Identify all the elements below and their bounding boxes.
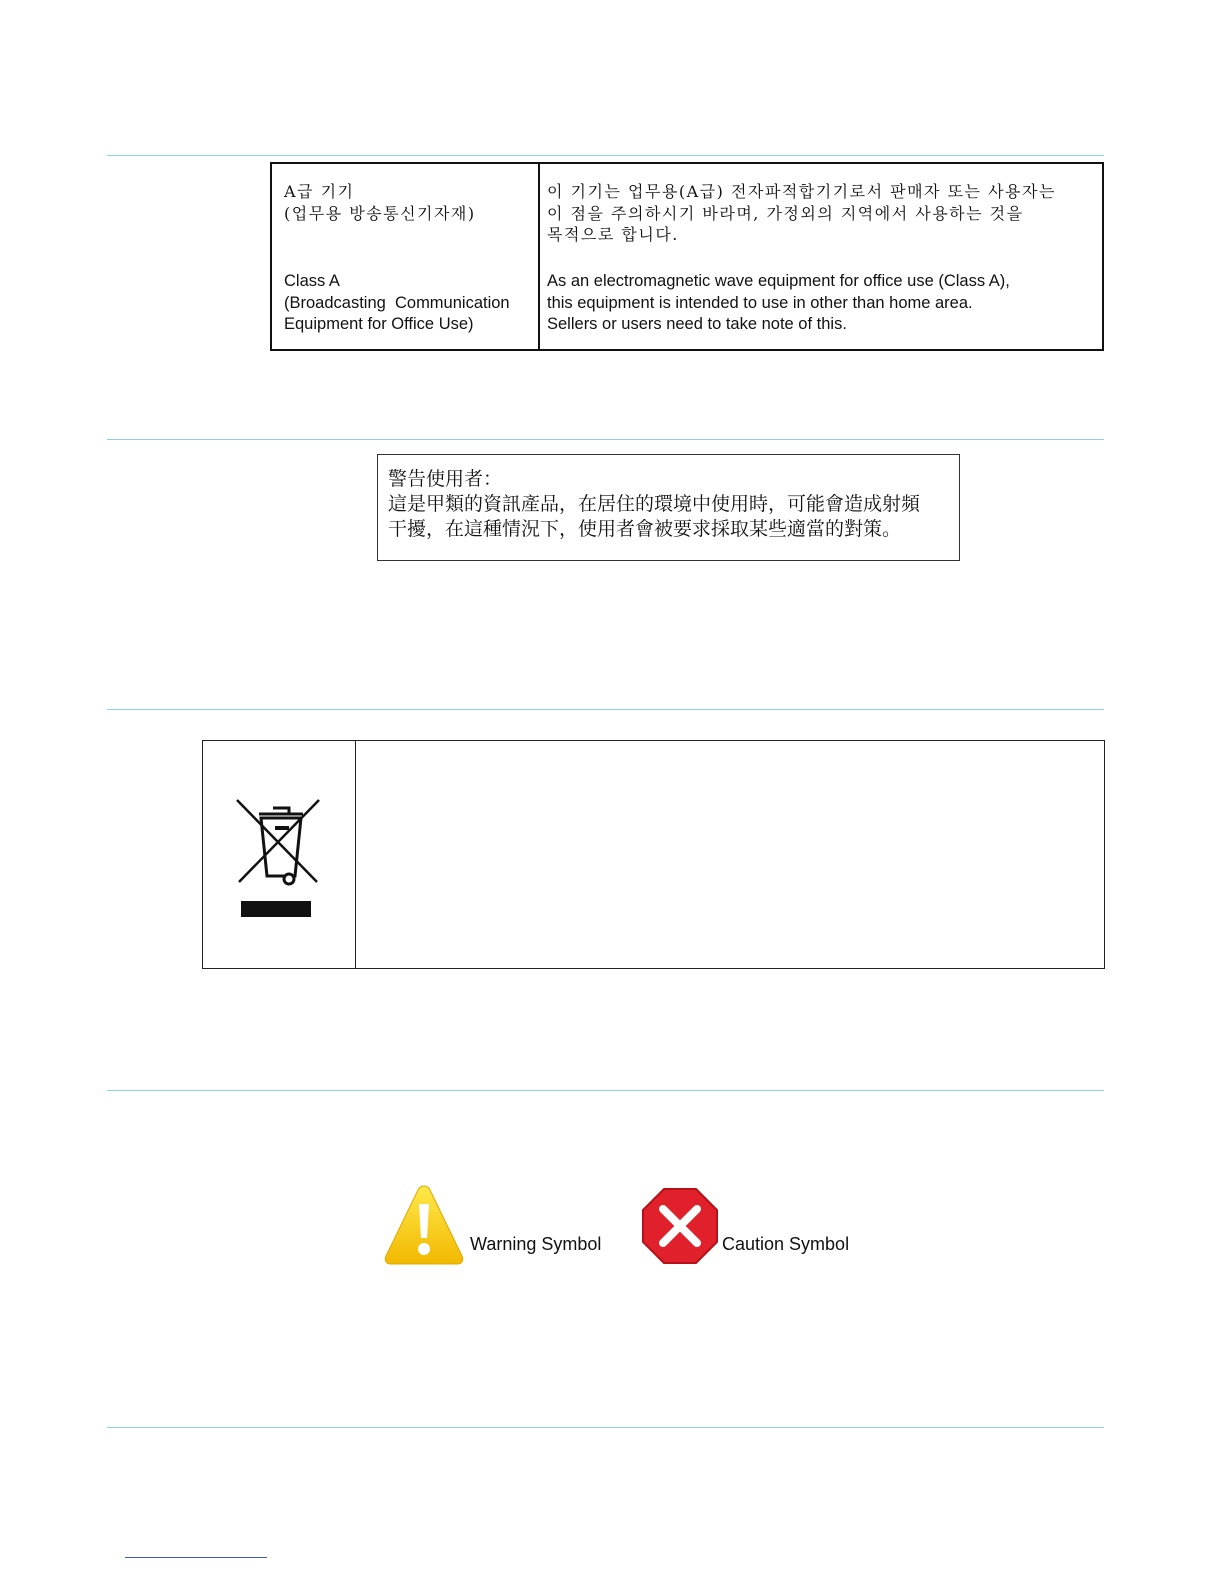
caution-octagon-icon	[641, 1187, 719, 1265]
section-divider-4	[107, 1090, 1104, 1091]
bsmi-warning-line-3: 干擾，在這種情況下，使用者會被要求採取某些適當的對策。	[388, 518, 902, 540]
weee-box	[202, 740, 1105, 969]
crossed-out-wheelie-bin-icon	[233, 796, 323, 921]
bsmi-warning-line-2: 這是甲類的資訊產品，在居住的環境中使用時，可能會造成射頻	[388, 493, 921, 515]
kcc-class-a-table	[270, 162, 1104, 351]
caution-symbol-label: Caution Symbol	[722, 1234, 850, 1254]
section-divider-5	[107, 1427, 1104, 1428]
bsmi-warning-box	[377, 454, 960, 561]
desc-ko-cell: 이 기기는 업무용(A급) 전자파적합기기로서 판매자 또는 사용자는 이 점을 주의하시기 바라며, 가정외의 지역에서 사용하는 것을 목적으로 합니다.	[547, 182, 1056, 244]
class-en-cell: Class A (Broadcasting Communication Equipment for Office Use)	[284, 272, 510, 333]
class-ko-cell: A급 기기 (업무용 방송통신기자재)	[284, 182, 476, 223]
weee-column-divider	[355, 741, 356, 968]
table-column-divider	[538, 164, 540, 349]
warning-symbol-label: Warning Symbol	[470, 1234, 602, 1254]
bsmi-warning-title: 警告使用者：	[388, 468, 503, 490]
footer-link-underline[interactable]	[125, 1557, 267, 1558]
section-divider-2	[107, 439, 1104, 440]
warning-triangle-icon	[382, 1182, 466, 1268]
section-divider-1	[107, 155, 1104, 156]
section-divider-3	[107, 709, 1104, 710]
desc-en-cell: As an electromagnetic wave equipment for office use (Class A), this equipment is intended to use in other than home area. Sellers or users need to take note of this.	[547, 272, 1010, 333]
